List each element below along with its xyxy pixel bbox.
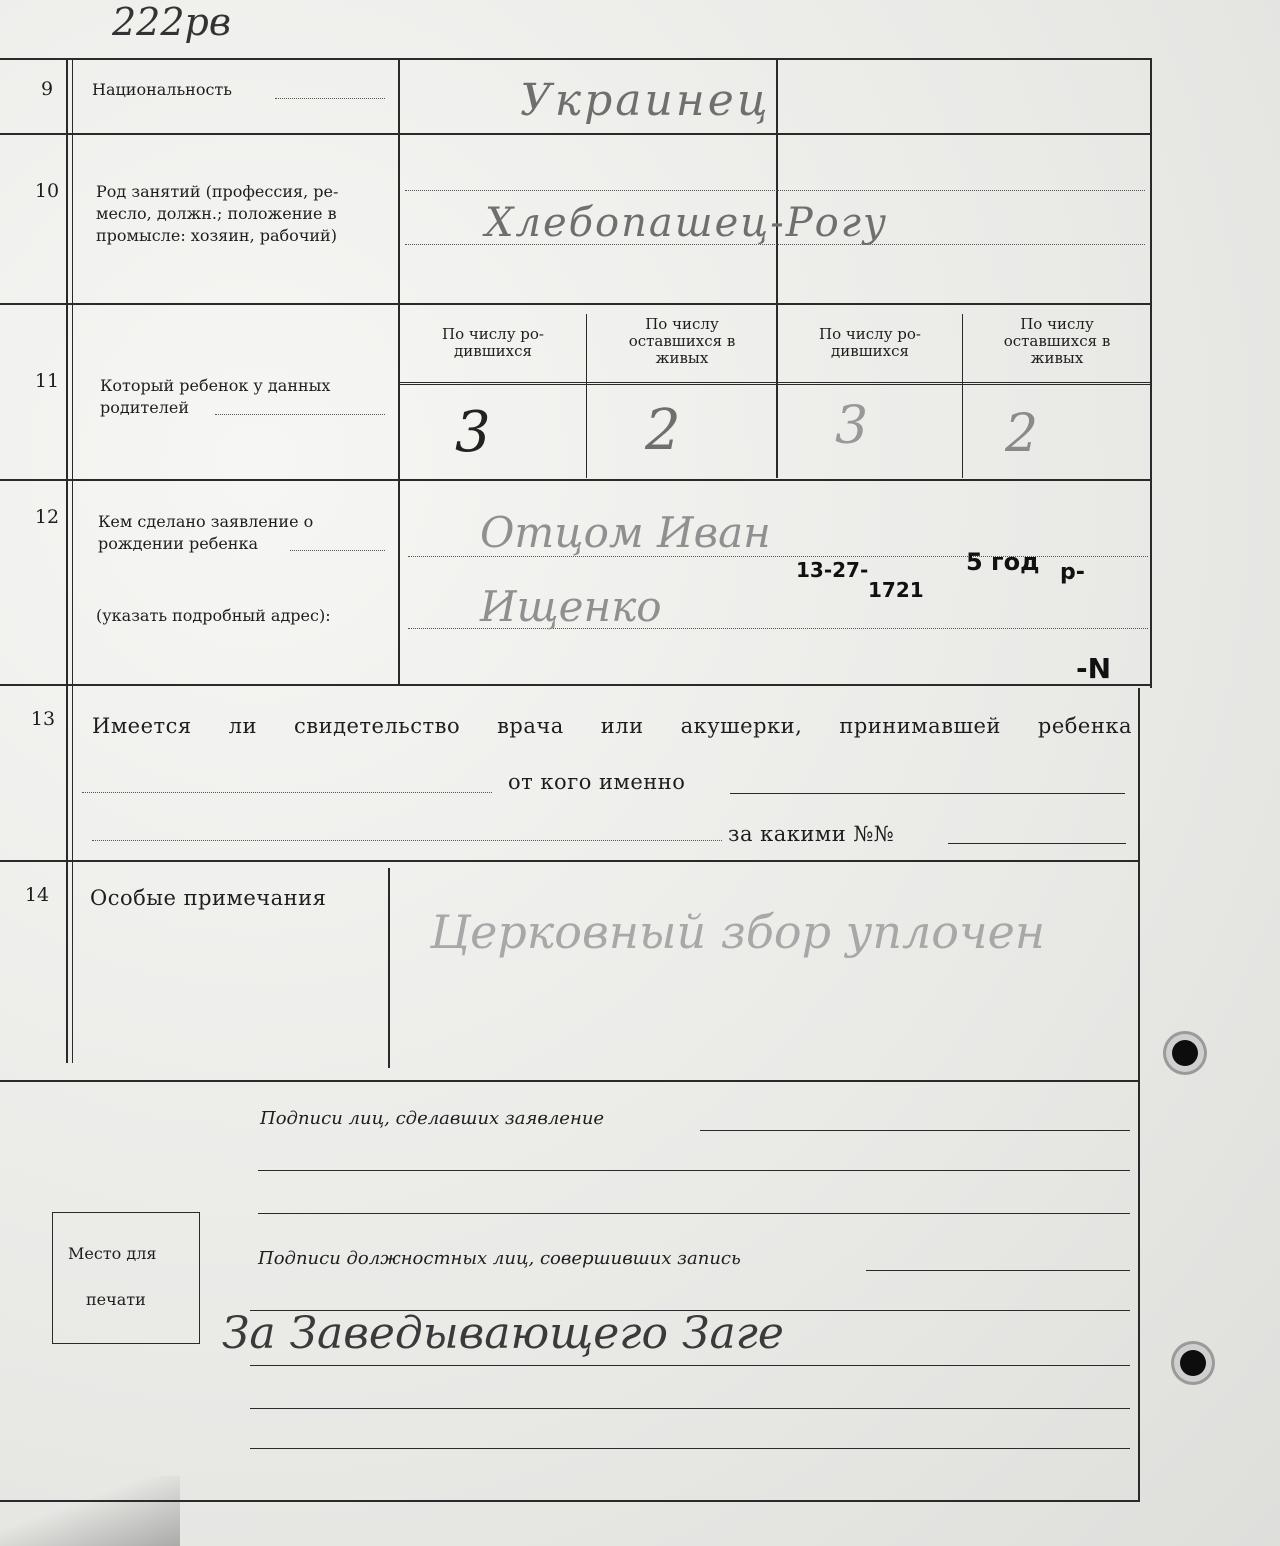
row-13-dotline-2 — [92, 840, 722, 841]
row-12-label-line1: Кем сделано заявление о — [98, 512, 314, 531]
row-11-col3-head: По числу ро- дившихся — [818, 325, 922, 360]
row-11-col1-head: По числу ро- дившихся — [441, 325, 545, 360]
row-12-hand-line1: Отцом Иван — [480, 508, 771, 557]
row-11-number: 11 — [34, 370, 60, 392]
row-14-label: Особые примечания — [90, 886, 327, 910]
applicants-line-1 — [700, 1130, 1130, 1131]
row-13-line-2 — [948, 843, 1126, 844]
row-13-question: Имеется ли свидетельство врача или акушерки, принимавшей ребенка — [92, 714, 1132, 738]
row-12-number: 12 — [34, 506, 60, 528]
stamp-mark-2: 1721 — [868, 578, 924, 602]
row-12-address-label: (указать подробный адрес): — [96, 606, 331, 625]
stamp-mark-4: р- — [1060, 560, 1085, 585]
row-9-label: Национальность — [92, 80, 232, 99]
row-11-col2-value: 2 — [645, 398, 681, 463]
officials-signature-label: Подписи должностных лиц, совершивших запись — [258, 1248, 741, 1269]
row-11-label-dots — [215, 414, 385, 415]
row-12-label-dots — [290, 550, 385, 551]
row-11-col2-head: По числу оставшихся в живых — [628, 315, 736, 367]
punch-hole-upper — [1172, 1040, 1198, 1066]
row-10-label-line2: месло, должн.; положение в — [96, 204, 337, 223]
row-11-col4-value: 2 — [1005, 404, 1039, 464]
row-12-label-line2: рождении ребенка — [98, 534, 259, 553]
seal-label-line1: Место для — [68, 1244, 157, 1263]
grid-row-sign-top — [0, 1080, 1140, 1082]
row-14-number: 14 — [24, 884, 50, 906]
punch-hole-lower — [1180, 1350, 1206, 1376]
applicants-line-3 — [258, 1213, 1130, 1214]
row-13-dotline-1 — [82, 792, 492, 793]
row-11-col3-value: 3 — [835, 396, 869, 456]
row-10-dotline-1 — [405, 190, 1145, 191]
row-12-hand-line2: Ищенко — [480, 582, 662, 631]
row-11-col4-head: По числу оставшихся в живых — [1003, 315, 1111, 367]
row-10-label-line3: промысле: хозяин, рабочий) — [96, 226, 337, 245]
officials-line-4 — [250, 1408, 1130, 1409]
officials-line-5 — [250, 1448, 1130, 1449]
row-13-numbers: за какими №№ — [728, 822, 895, 846]
grid-row-12-top — [0, 479, 1152, 481]
seal-placeholder-box — [52, 1212, 200, 1344]
grid-mid-divider — [776, 58, 778, 478]
grid-label-divider-14 — [388, 868, 390, 1068]
row-14-value: Церковный збор уплочен — [430, 905, 1046, 959]
grid-right-line — [1150, 58, 1152, 688]
stamp-mark-1: 13-27- — [796, 558, 869, 582]
row-11-label-line1: Который ребенок у данных — [100, 376, 331, 395]
grid-row-11-head — [400, 382, 1152, 385]
grid-sub-divider-3 — [962, 314, 963, 478]
officials-signature-value: За Заведывающего Заге — [222, 1308, 784, 1359]
grid-row-10-top — [0, 133, 1152, 135]
row-9-label-dots — [275, 98, 385, 99]
grid-left-line-b — [72, 58, 73, 1063]
stamp-mark-3: 5 год — [966, 548, 1040, 576]
row-10-label-line1: Род занятий (профессия, ре- — [96, 182, 339, 201]
grid-bottom-line — [0, 1500, 1140, 1502]
grid-sub-divider-1 — [586, 314, 587, 478]
seal-label-line2: печати — [86, 1290, 146, 1309]
row-10-value: Хлебопашец-Рогу — [485, 200, 889, 246]
grid-row-13-top — [0, 684, 1152, 686]
row-13-number: 13 — [30, 708, 56, 730]
stamp-mark-5: -N — [1076, 652, 1112, 685]
grid-top-line — [0, 58, 1152, 60]
row-13-line-1 — [730, 793, 1125, 794]
grid-row-11-top — [0, 303, 1152, 305]
grid-left-line-a — [66, 58, 68, 1063]
row-9-value: Украинец — [520, 75, 771, 126]
row-11-col1-value: 3 — [455, 400, 491, 465]
row-13-from-whom: от кого именно — [508, 770, 686, 794]
grid-right-line-lower — [1138, 688, 1140, 1500]
row-11-label-line2: родителей — [100, 398, 190, 417]
top-handwritten-mark: 222рв — [112, 0, 231, 44]
row-9-number: 9 — [40, 78, 54, 100]
row-10-number: 10 — [34, 180, 60, 202]
officials-line-3 — [250, 1365, 1130, 1366]
officials-line-1 — [866, 1270, 1130, 1271]
applicants-signature-label: Подписи лиц, сделавших заявление — [260, 1108, 605, 1129]
grid-row-14-top — [0, 860, 1140, 862]
shadow-corner — [0, 1476, 180, 1546]
applicants-line-2 — [258, 1170, 1130, 1171]
grid-label-divider — [398, 58, 400, 686]
